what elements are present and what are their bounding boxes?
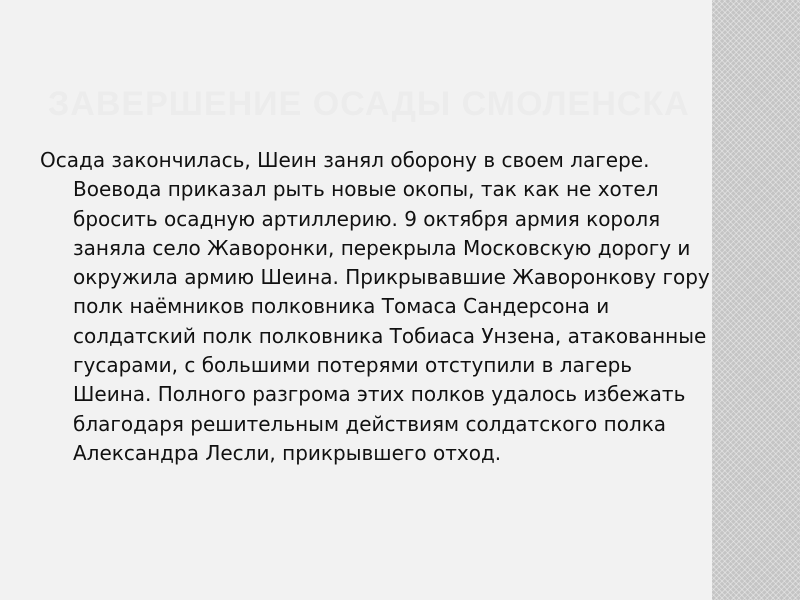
slide-title: ЗАВЕРШЕНИЕ ОСАДЫ СМОЛЕНСКА: [48, 85, 690, 123]
slide-body-text: Осада закончилась, Шеин занял оборону в своем лагере. Воевода приказал рыть новые окопы, так как не хотел бросить осадную артиллерию. 9 октября армия короля заняла село Жаворонки, перекрыла Московскую дорогу и окружила армию Шеина. Прикрывавшие Жаворонкову гору полк наёмников полковника Томаса Сандерсона и солдатский полк полковника Тобиаса Унзена, атакованные гусарами, с большими потерями отступили в лагерь Шеина. Полного разгрома этих полков удалось избежать благодаря решительным действиям солдатского полка Александра Лесли, прикрывшего отход.: [40, 148, 710, 465]
side-decorative-band: [712, 0, 800, 600]
